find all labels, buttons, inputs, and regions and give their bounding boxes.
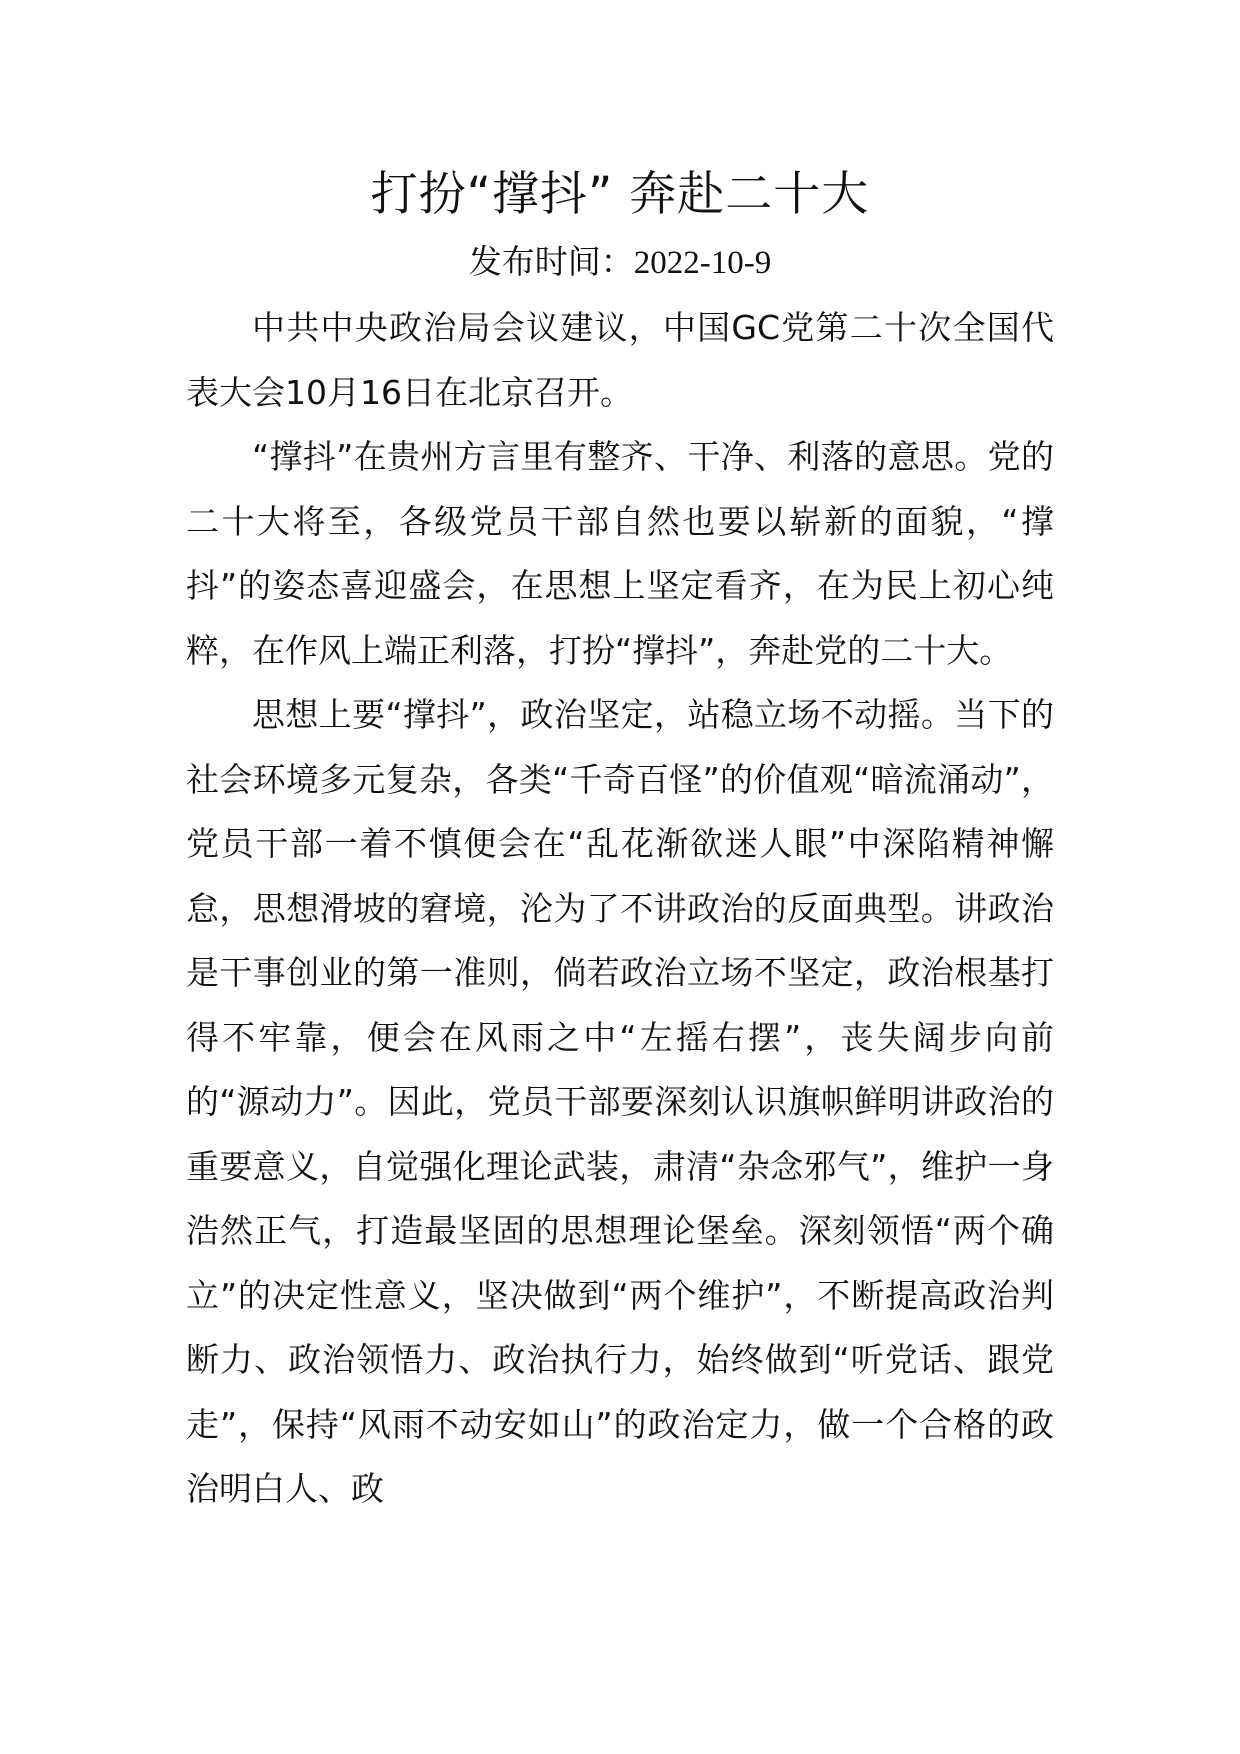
publish-date-label: 发布时间： — [468, 242, 634, 281]
paragraph: 中共中央政治局会议建议，中国GC党第二十次全国代表大会10月16日在北京召开。 — [186, 308, 1054, 412]
publish-date — [0, 234, 1240, 291]
document-title: 打扮“撑抖” 奔赴二十大 — [370, 167, 870, 222]
paragraph: “撑抖”在贵州方言里有整齐、干净、利落的意思。党的二十大将至，各级党员干部自然也要以崭新的面貌，“撑抖”的姿态喜迎盛会，在思想上坚定看齐，在为民上初心纯粹，在作风上端正利落，打扮“撑抖”，奔赴党的二十大。 — [186, 437, 1054, 670]
paragraph: 思想上要“撑抖”，政治坚定，站稳立场不动摇。当下的社会环境多元复杂，各类“千奇百怪”的价值观“暗流涌动”，党员干部一着不慎便会在“乱花渐欲迷人眼”中深陷精神懈怠，思想滑坡的窘境，沦为了不讲政治的反面典型。讲政治是干事创业的第一准则，倘若政治立场不坚定，政治根基打得不牢靠，便会在风雨之中“左摇右摆”，丧失阔步向前的“源动力”。因此，党员干部要深刻认识旗帜鲜明讲政治的重要意义，自觉强化理论武装，肃清“杂念邪气”，维护一身浩然正气，打造最坚固的思想理论堡垒。深刻领悟“两个确立”的决定性意义，坚决做到“两个维护”，不断提高政治判断力、政治领悟力、政治执行力，始终做到“听党话、跟党走”，保持“风雨不动安如山”的政治定力，做一个合格的政治明白人、政 — [186, 695, 1054, 1508]
publish-date-value: 2022-10-9 — [633, 245, 772, 281]
article-body — [186, 296, 1054, 1522]
